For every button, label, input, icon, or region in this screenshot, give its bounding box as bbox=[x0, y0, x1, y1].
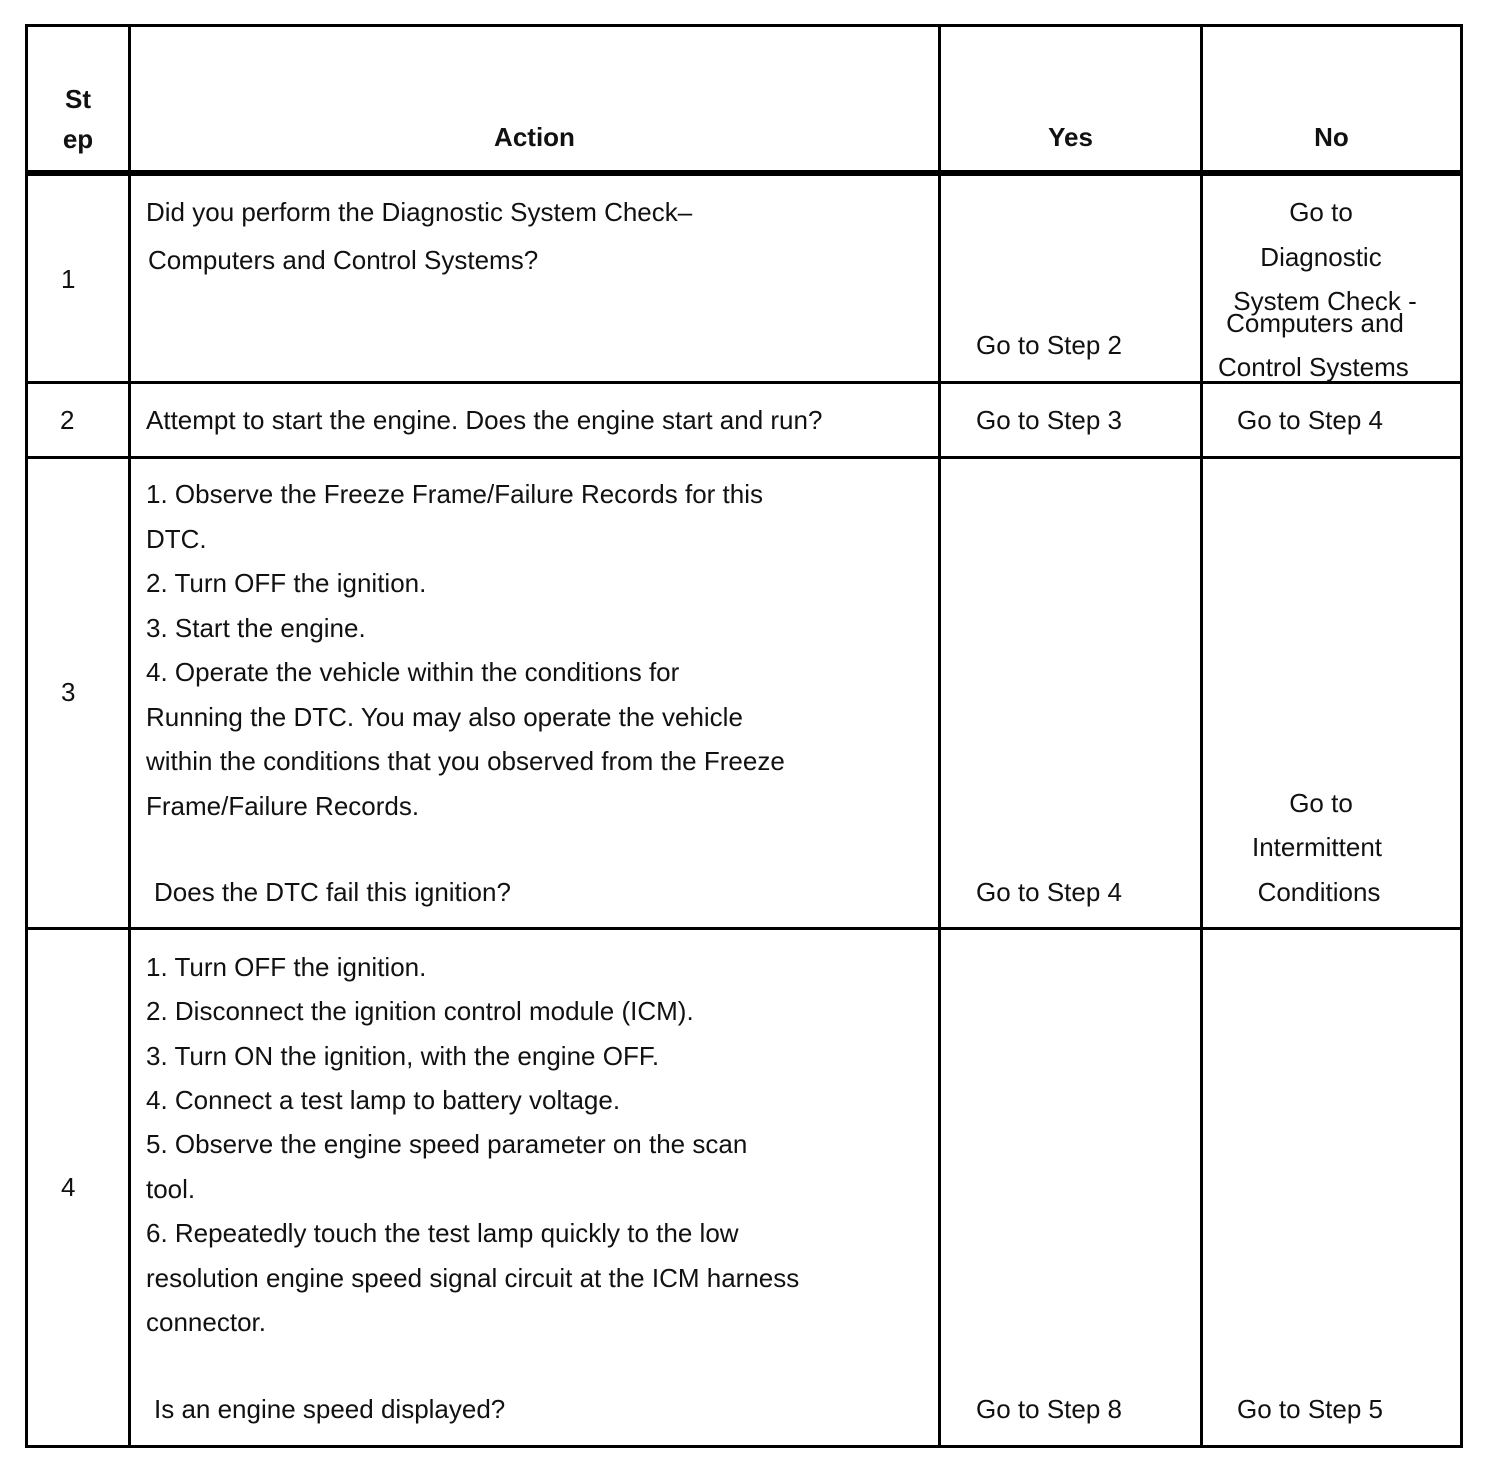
step-number: 3 bbox=[61, 677, 76, 707]
row-divider bbox=[25, 927, 1463, 930]
no-result: Go to Step 4 bbox=[1237, 405, 1383, 435]
action-step: DTC. bbox=[146, 524, 207, 554]
diagnostic-table bbox=[25, 24, 1463, 1448]
table-border-right bbox=[1460, 24, 1463, 1448]
column-divider bbox=[128, 24, 131, 1448]
action-question: Does the DTC fail this ignition? bbox=[154, 877, 511, 907]
no-result: Go to bbox=[1289, 788, 1353, 818]
action-step: connector. bbox=[146, 1307, 266, 1337]
table-border-top bbox=[25, 24, 1463, 27]
no-result: Conditions bbox=[1257, 877, 1381, 907]
action-step: 1. Observe the Freeze Frame/Failure Records for this bbox=[146, 479, 764, 509]
action-step: tool. bbox=[146, 1174, 196, 1204]
action-step: 5. Observe the engine speed parameter on the scan bbox=[146, 1129, 748, 1159]
yes-result: Go to Step 4 bbox=[976, 877, 1122, 907]
action-question: Is an engine speed displayed? bbox=[154, 1394, 506, 1424]
step-number: 4 bbox=[61, 1172, 76, 1202]
action-step: Running the DTC. You may also operate the vehicle bbox=[146, 702, 743, 732]
action-step: 3. Start the engine. bbox=[146, 613, 366, 643]
column-divider bbox=[1200, 24, 1203, 1448]
no-result: Diagnostic bbox=[1260, 242, 1382, 272]
step-number: 2 bbox=[60, 405, 75, 435]
action-step: 4. Connect a test lamp to battery voltage. bbox=[146, 1085, 621, 1115]
action-step: 6. Repeatedly touch the test lamp quickly to the low bbox=[146, 1218, 739, 1248]
action-step: 4. Operate the vehicle within the conditions for bbox=[146, 657, 680, 687]
action-text: Computers and Control Systems? bbox=[148, 245, 539, 275]
action-step: 1. Turn OFF the ignition. bbox=[146, 952, 427, 982]
no-result: Control Systems bbox=[1218, 352, 1409, 382]
header-yes: Yes bbox=[1048, 122, 1093, 152]
action-step: within the conditions that you observed from the Freeze bbox=[146, 746, 785, 776]
action-step: 3. Turn ON the ignition, with the engine OFF. bbox=[146, 1041, 660, 1071]
header-action: Action bbox=[494, 122, 575, 152]
action-step: 2. Disconnect the ignition control module (ICM). bbox=[146, 996, 694, 1026]
table-border-left bbox=[25, 24, 28, 1448]
yes-result: Go to Step 2 bbox=[976, 330, 1122, 360]
header-divider bbox=[25, 170, 1463, 176]
action-step: Frame/Failure Records. bbox=[146, 791, 420, 821]
column-divider bbox=[938, 24, 941, 1448]
action-step: 2. Turn OFF the ignition. bbox=[146, 568, 427, 598]
action-step: resolution engine speed signal circuit at the ICM harness bbox=[146, 1263, 800, 1293]
action-text: Did you perform the Diagnostic System Check– bbox=[146, 197, 693, 227]
header-step: St ep bbox=[62, 84, 94, 154]
yes-result: Go to Step 3 bbox=[976, 405, 1122, 435]
row-divider bbox=[25, 456, 1463, 459]
header-no: No bbox=[1314, 122, 1349, 152]
no-result: Go to bbox=[1289, 197, 1353, 227]
no-result: Computers and bbox=[1226, 308, 1404, 338]
step-number: 1 bbox=[61, 264, 76, 294]
no-result: Go to Step 5 bbox=[1237, 1394, 1383, 1424]
action-text: Attempt to start the engine. Does the engine start and run? bbox=[146, 405, 823, 435]
table-border-bottom bbox=[25, 1445, 1463, 1448]
yes-result: Go to Step 8 bbox=[976, 1394, 1122, 1424]
no-result: Intermittent bbox=[1251, 832, 1383, 862]
no-result: System Check - bbox=[1233, 286, 1417, 316]
